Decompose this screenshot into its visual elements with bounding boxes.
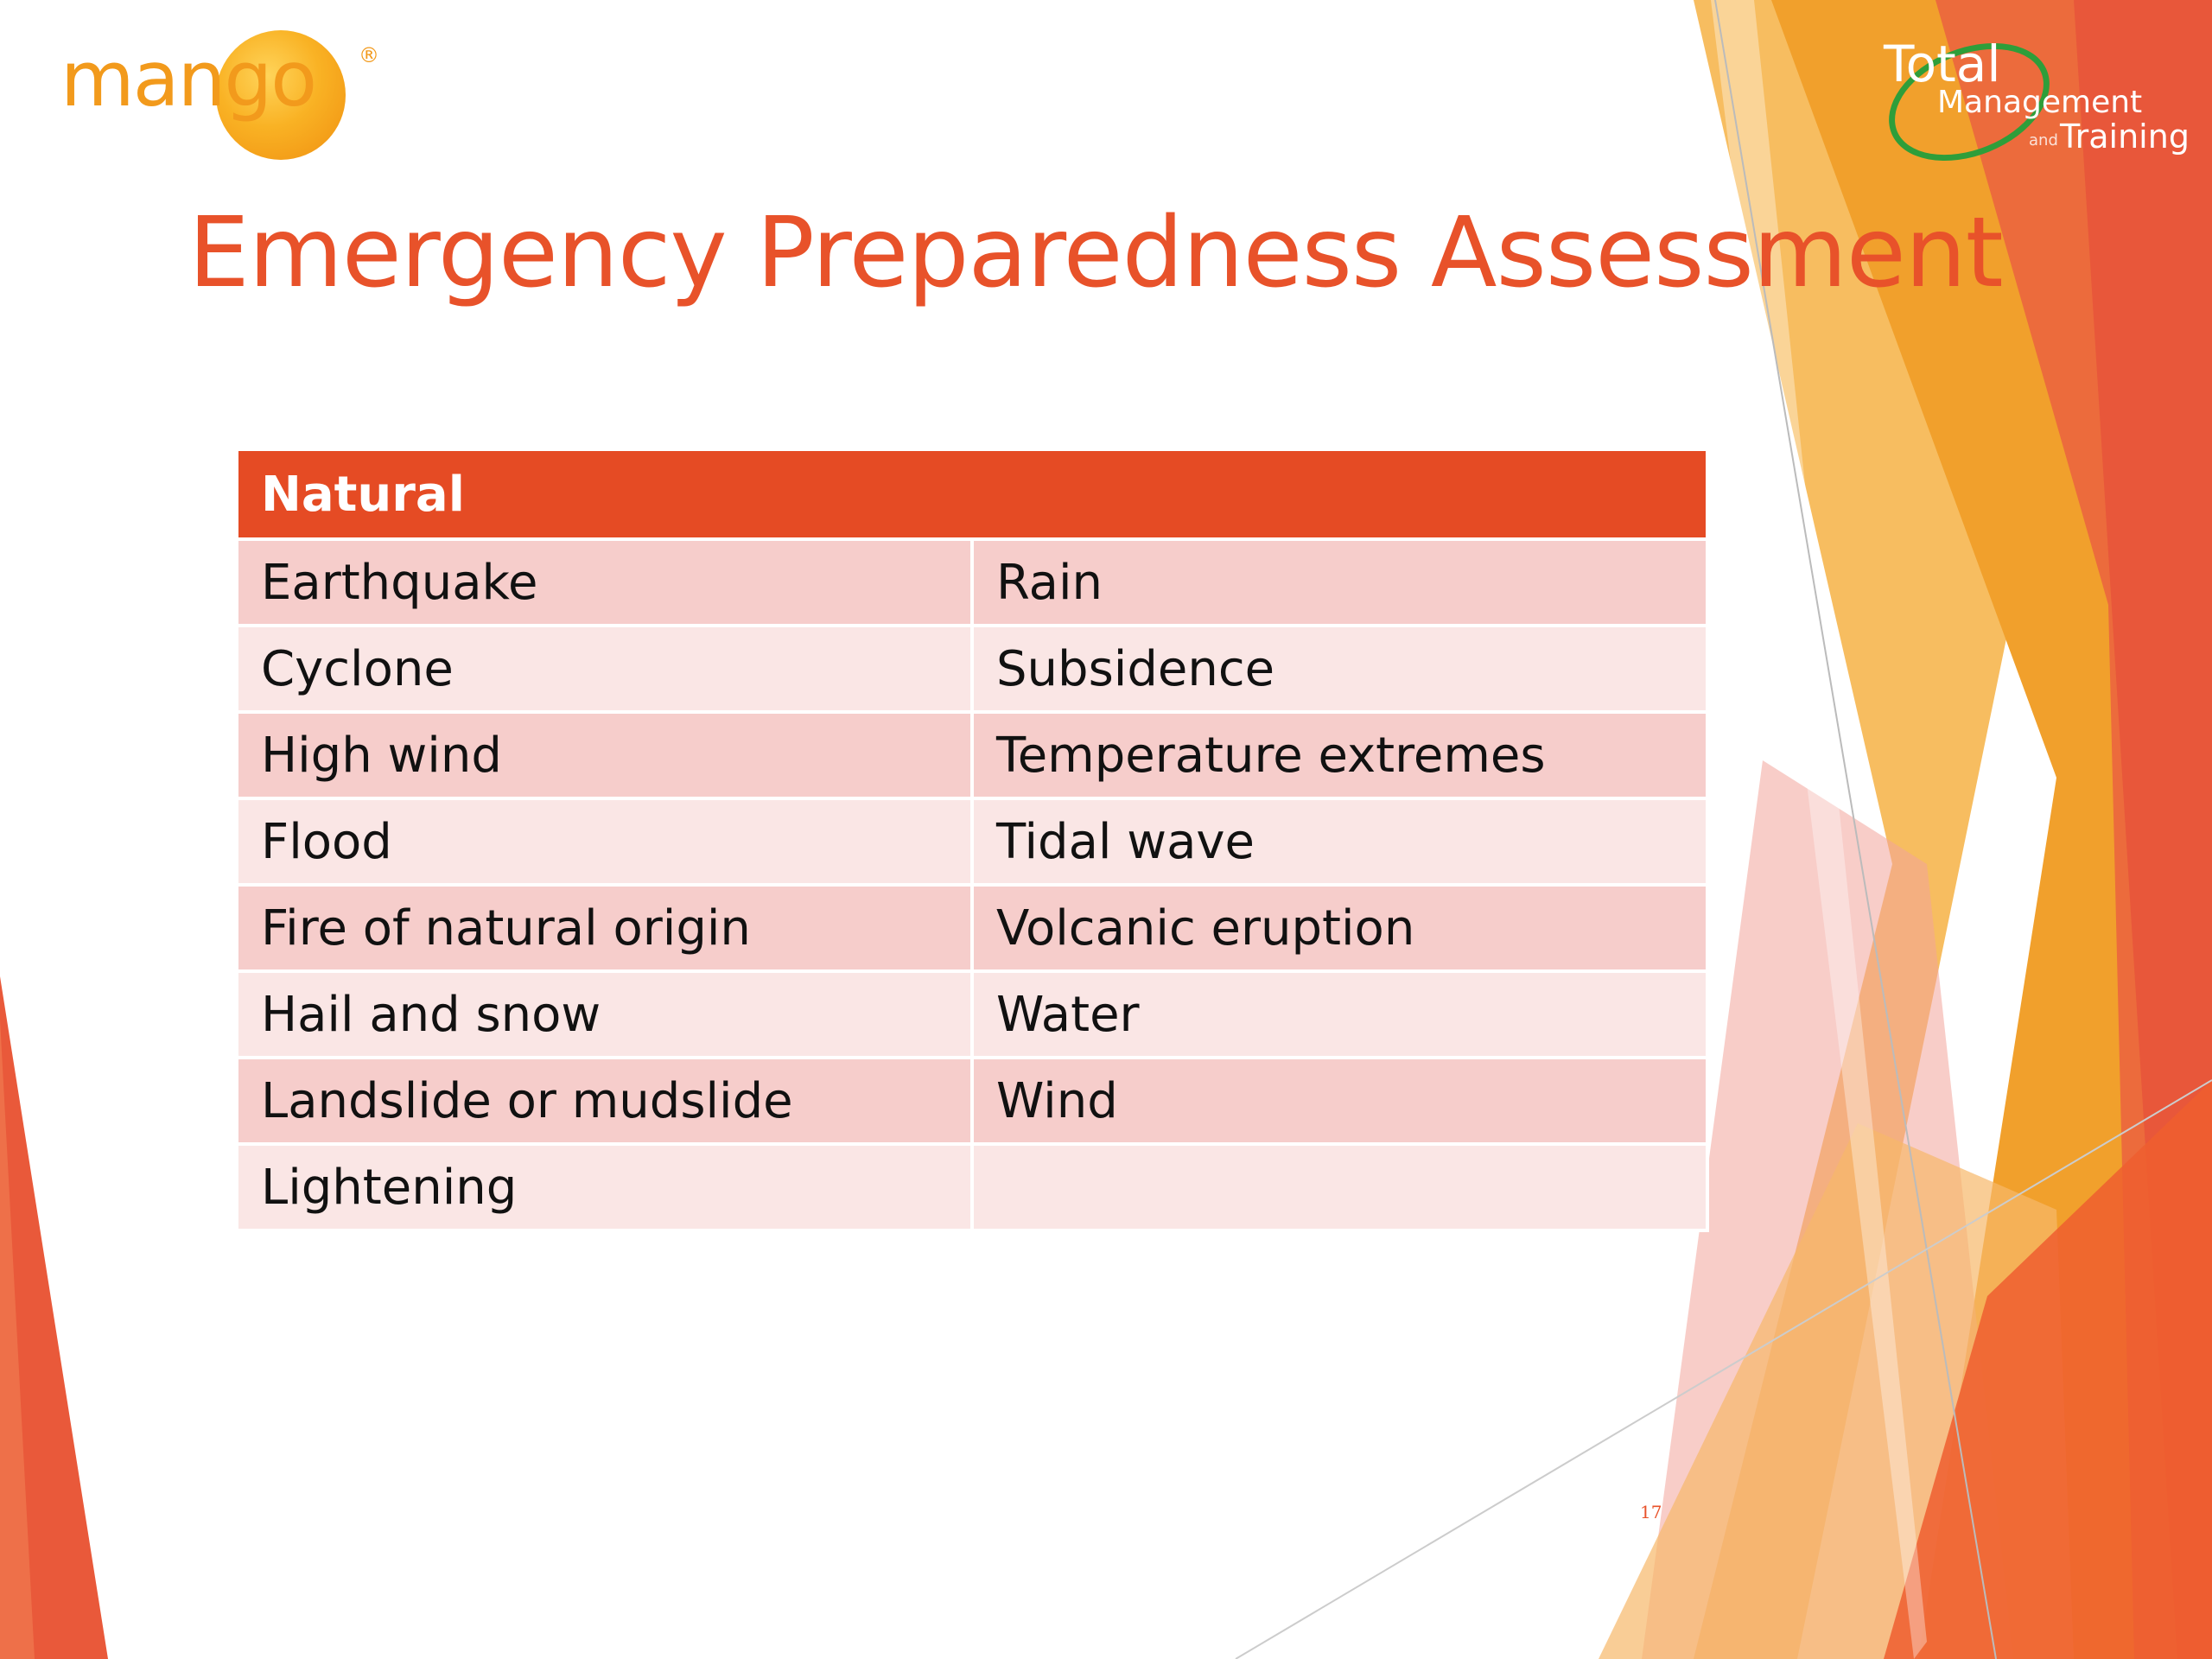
table-cell <box>972 1144 1707 1230</box>
table-row <box>237 712 1707 798</box>
table-cell: Temperature extremes <box>972 712 1707 798</box>
table-cell: Fire of natural origin <box>237 885 972 971</box>
table-cell: Earthquake <box>237 539 972 626</box>
slide-title: Emergency Preparedness Assessment <box>188 197 2003 309</box>
table-cell: Lightening <box>237 1144 972 1230</box>
table-header-natural: Natural <box>237 449 1707 539</box>
table-row <box>237 798 1707 885</box>
natural-hazards-table <box>235 448 1709 1232</box>
table-row <box>237 1144 1707 1230</box>
mango-logo-text: mango <box>60 35 316 124</box>
table-cell: Rain <box>972 539 1707 626</box>
table-header-row <box>237 449 1707 539</box>
tmt-logo-total: Total <box>1884 35 2001 93</box>
table-cell: Volcanic eruption <box>972 885 1707 971</box>
table-cell: Hail and snow <box>237 971 972 1058</box>
tmt-logo-management: Management <box>1937 85 2143 120</box>
tmt-logo-training: Training <box>2060 118 2190 156</box>
table-row <box>237 971 1707 1058</box>
table-row <box>237 885 1707 971</box>
page-number: 17 <box>1640 1502 1662 1522</box>
table-cell: Water <box>972 971 1707 1058</box>
table-row <box>237 1058 1707 1144</box>
table-cell: High wind <box>237 712 972 798</box>
table-cell: Subsidence <box>972 626 1707 712</box>
table-cell: Wind <box>972 1058 1707 1144</box>
mango-logo <box>52 17 379 147</box>
table-row <box>237 626 1707 712</box>
tmt-logo-and: and <box>2029 131 2058 149</box>
table-cell: Flood <box>237 798 972 885</box>
table-cell: Landslide or mudslide <box>237 1058 972 1144</box>
table-cell: Cyclone <box>237 626 972 712</box>
tmt-logo <box>1875 35 2203 164</box>
registered-mark: ® <box>359 43 379 67</box>
table-cell: Tidal wave <box>972 798 1707 885</box>
table-row <box>237 539 1707 626</box>
